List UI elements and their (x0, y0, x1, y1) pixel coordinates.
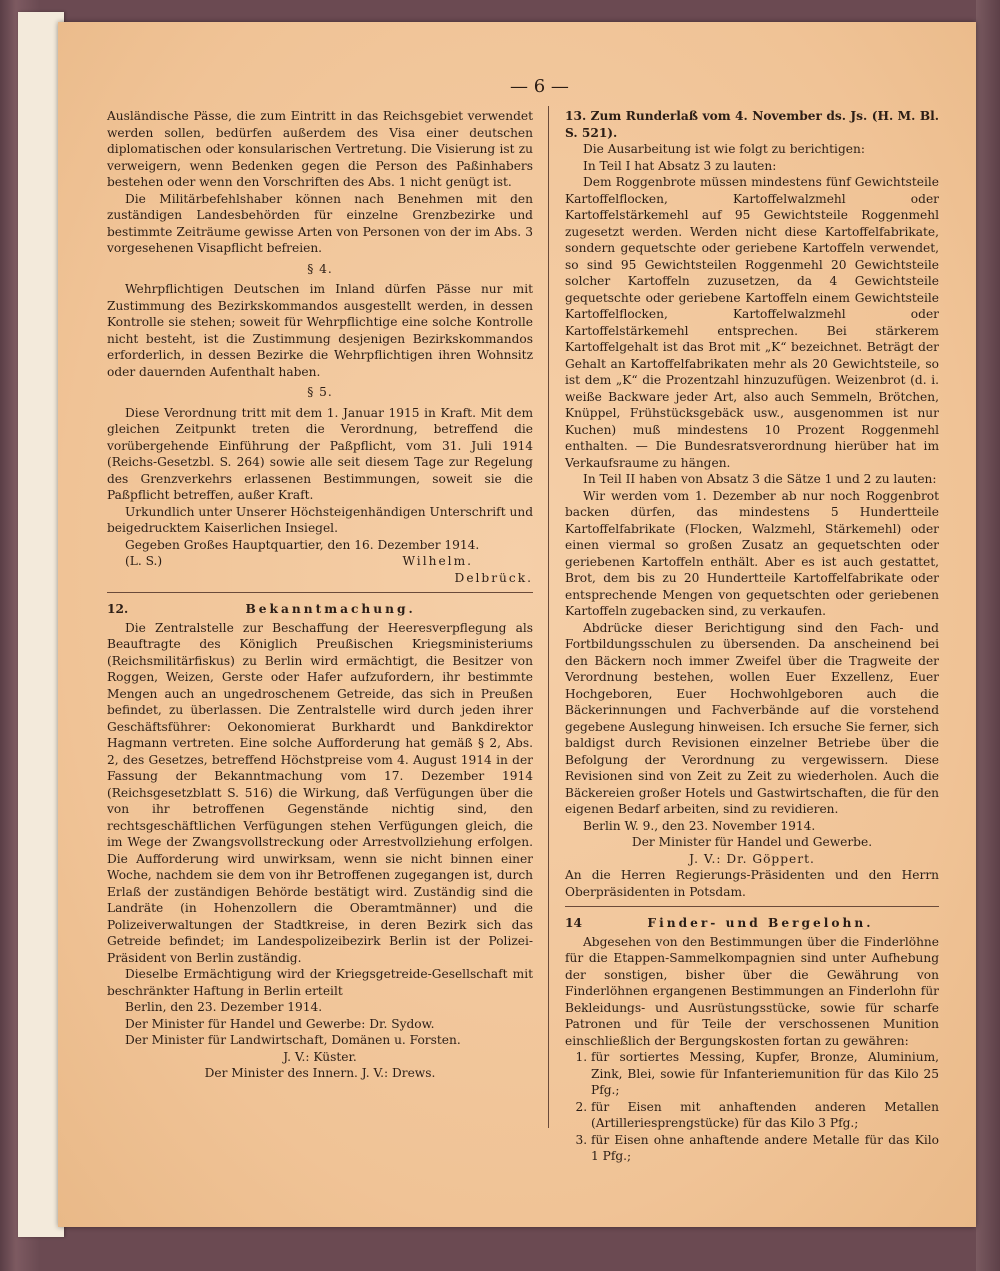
signature-chancellor: Delbrück. (454, 570, 533, 585)
paragraph: Die Militärbefehlshaber können nach Benehmen mit den zuständigen Landesbehörden für einzelne Grenzbezirke und bestimmte Zeiträume gewisse Arten von Personen von der im Abs. 3 vorgesehenen Visapflicht befreien. (107, 191, 533, 255)
paragraph: Abgesehen von den Bestimmungen über die Finderlöhne für die Etappen-Sammelkompagnien sind unter Aufhebung der sonstigen, bisher über die Gewährung von Finderlöhnen ergangenen Bestimmungen an Finderlohn für Bekleidungs- und Ausrüstungsstücke, sowie für scharfe Patronen und für Teile der verschossenen Munition einschließlich der Bergungskosten fortan zu gewähren: (565, 934, 939, 1048)
paragraph: Wir werden vom 1. Dezember ab nur noch Roggenbrot backen dürfen, das mindestens 5 Hundertteile Kartoffelfabrikate (Flocken, Walzmehl, Stärkemehl) oder einen viermal so großen Zusatz an gequetschten oder geriebenen Kartoffeln enthält. Aber es ist auch gestattet, Brot, dem bis zu 20 Hundertteile Kartoffelfabrikate oder entsprechende Mengen von gequetschten oder geriebenen Kartoffeln zugebacken sind, zu verkaufen. (565, 488, 939, 618)
paragraph: Abdrücke dieser Berichtigung sind den Fach- und Fortbildungsschulen zu übersenden. Da anscheinend bei den Bäckern noch immer Zweifel über die Tragweite der Verordnung bestehen, wollen Euer Exzellenz, Euer Hochgeboren, Euer Hochwohlgeboren auch die Bäckerinnungen und Fachverbände auf die vorstehend gegebene Auslegung hinweisen. Ich ersuche Sie ferner, sich baldigst durch Revisionen einzelner Betriebe über die Befolgung der Verordnung zu vergewissern. Diese Revisionen sind von Zeit zu Zeit zu wiederholen. Auch die Bäckereien großer Hotels und Gastwirtschaften, die für den eigenen Bedarf arbeiten, sind zu revidieren. (565, 620, 939, 816)
paragraph: Dem Roggenbrote müssen mindestens fünf Gewichtsteile Kartoffelflocken, Kartoffelwalzmehl oder Kartoffelstärkemehl auf 95 Gewichtsteile Roggenmehl zugesetzt werden. Werden nicht diese Kartoffelfabrikate, sondern gequetschte oder geriebene Kartoffeln verwendet, so sind 95 Gewichtsteilen Roggenmehl 20 Gewichtsteile solcher Kartoffeln zuzusetzen, da 4 Gewichtsteile gequetschte oder geriebene Kartoffeln einem Gewichtsteile Kartoffelflocken, Kartoffelwalzmehl oder Kartoffelstärkemehl entsprechen. Bei stärkerem Kartoffelgehalt ist das Brot mit „K“ bezeichnet. Beträgt der Gehalt an Kartoffelfabrikaten mehr als 20 Gewichtsteile, so ist dem „K“ die Prozentzahl hinzuzufügen. Weizenbrot (d. i. weiße Backware jeder Art, also auch Semmeln, Brötchen, Knüppel, Frühstücksgebäck usw., ausgenommen ist nur Kuchen) muß mindestens 10 Prozent Roggenmehl enthalten. — Die Bundesratsverordnung hierüber hat im Verkaufsraume zu hängen. (565, 175, 939, 470)
signature-line: Der Minister des Innern. J. V.: Drews. (204, 1066, 436, 1080)
date-line: Berlin W. 9., den 23. November 1914. (583, 818, 816, 833)
paragraph: Diese Verordnung tritt mit dem 1. Januar 1915 in Kraft. Mit dem gleichen Zeitpunkt treten die Verordnung, betreffend die vorübergehende Einführung der Paßpflicht, vom 31. Juli 1914 (Reichs-Gesetzbl. S. 264) sowie alle seit diesem Tage zur Regelung des Grenzverkehrs erlassenen Bestimmungen, soweit sie die Paßpflicht betreffen, außer Kraft. (107, 405, 533, 502)
divider (565, 906, 939, 907)
seal-mark: (L. S.) (125, 554, 163, 568)
paragraph: Die Ausarbeitung ist wie folgt zu berichtigen: (583, 142, 865, 156)
list-item: 1. für sortiertes Messing, Kupfer, Bronze, Aluminium, Zink, Blei, sowie für Infanteriemunition für das Kilo 25 Pfg.; (591, 1049, 939, 1099)
section-heading: § 5. (307, 385, 333, 399)
section-heading: § 4. (307, 261, 333, 276)
signature-line: Der Minister für Handel und Gewerbe: Dr. Sydow. (125, 1016, 435, 1031)
notice-title: Bekanntmachung. (245, 602, 416, 616)
date-line: Gegeben Großes Hauptquartier, den 16. Dezember 1914. (125, 537, 480, 552)
addressee: An die Herren Regierungs-Präsidenten und den Herrn Oberpräsidenten in Potsdam. (565, 868, 939, 899)
signature-line: Der Minister für Handel und Gewerbe. (631, 835, 873, 849)
notice-number: 14 (565, 916, 582, 930)
paragraph: Urkundlich unter Unserer Höchsteigenhändigen Unterschrift und beigedrucktem Kaiserlichen Insiegel. (107, 504, 533, 535)
signature-line: J. V.: Dr. Göppert. (689, 851, 815, 866)
book-edge (976, 0, 1000, 1271)
signature-line: Der Minister für Landwirtschaft, Domänen u. Forsten. (125, 1033, 461, 1047)
paragraph: In Teil II haben von Absatz 3 die Sätze 1 und 2 zu lauten: (583, 472, 937, 486)
signature-row (107, 553, 533, 570)
right-column (565, 108, 939, 1165)
signature-emperor: Wilhelm. (402, 554, 473, 568)
page-number: — 6 — (510, 76, 569, 97)
paragraph: In Teil I hat Absatz 3 zu lauten: (583, 158, 777, 173)
left-column (107, 108, 533, 1082)
paragraph: Wehrpflichtigen Deutschen im Inland dürfen Pässe nur mit Zustimmung des Bezirkskommandos ausgestellt werden, in dessen Kontrolle sie stehen; soweit für Wehrpflichtige eine solche Kontrolle nicht besteht, ist die Zustimmung desjenigen Bezirkskommandos erforderlich, in dessen Bezirke die Wehrpflichtigen ihren Wohnsitz oder dauernden Aufenthalt haben. (107, 282, 533, 379)
column-divider (548, 106, 549, 1128)
divider (107, 592, 533, 593)
signature-line: J. V.: Küster. (283, 1049, 357, 1064)
notice-number: 12. (107, 602, 129, 616)
notice-heading-12 (107, 601, 533, 618)
date-line: Berlin, den 23. Dezember 1914. (125, 1000, 323, 1014)
list-item: 2. für Eisen mit anhaftenden anderen Metallen (Artilleriesprengstücke) für das Kilo 3 Pfg.; (591, 1099, 939, 1132)
paragraph: Dieselbe Ermächtigung wird der Kriegsgetreide-Gesellschaft mit beschränkter Haftung in Berlin erteilt (107, 967, 533, 998)
notice-heading-14 (565, 915, 939, 932)
reward-list (565, 1049, 939, 1165)
paragraph: Die Zentralstelle zur Beschaffung der Heeresverpflegung als Beauftragte des Königlich Preußischen Kriegsministeriums (Reichsmilitärfiskus) zu Berlin wird ermächtigt, die Besitzer von Roggen, Weizen, Gerste oder Hafer aufzufordern, ihr bestimmte Mengen auch an ungedroschenem Getreide, das sich in Preußen befindet, zu überlassen. Die Zentralstelle wird durch jeden ihrer Geschäftsführer: Oekonomierat Burkhardt und Bankdirektor Hagmann vertreten. Eine solche Aufforderung hat gemäß § 2, Abs. 2, des Gesetzes, betreffend Höchstpreise vom 4. August 1914 in der Fassung der Bekanntmachung vom 17. Dezember 1914 (Reichsgesetzblatt S. 516) die Wirkung, daß Verfügungen über die von ihr betroffenen Gegenstände nichtig sind, den rechtsgeschäftlichen Verfügungen stehen Verfügungen gleich, die im Wege der Zwangsvollstreckung oder Arrestvollziehung erfolgen. Die Aufforderung wird unwirksam, wenn sie nicht binnen einer Woche, nachdem sie dem von ihr Betroffenen zugegangen ist, durch Erlaß der zuständigen Behörde bestätigt wird. Zuständig sind die Landräte (in Hohenzollern die Oberamtmänner) und die Polizeiverwaltungen der Stadtkreise, in deren Bezirk sich das Getreide befindet; im Landespolizeibezirk Berlin ist der Polizei-Präsident von Berlin zuständig. (107, 620, 533, 965)
circular-heading-13: 13. Zum Runderlaß vom 4. November ds. Js. (H. M. Bl. S. 521). (565, 109, 939, 140)
list-item: 3. für Eisen ohne anhaftende andere Metalle für das Kilo 1 Pfg.; (591, 1132, 939, 1165)
paragraph: Ausländische Pässe, die zum Eintritt in das Reichsgebiet verwendet werden sollen, bedürfen außerdem des Visa einer deutschen diplomatischen oder konsularischen Vertretung. Die Visierung ist zu verweigern, wenn Bedenken gegen die Person des Paßinhabers bestehen oder wenn den Vorschriften des Abs. 1 nicht genügt ist. (107, 109, 533, 189)
notice-title: Finder- und Bergelohn. (647, 916, 874, 930)
